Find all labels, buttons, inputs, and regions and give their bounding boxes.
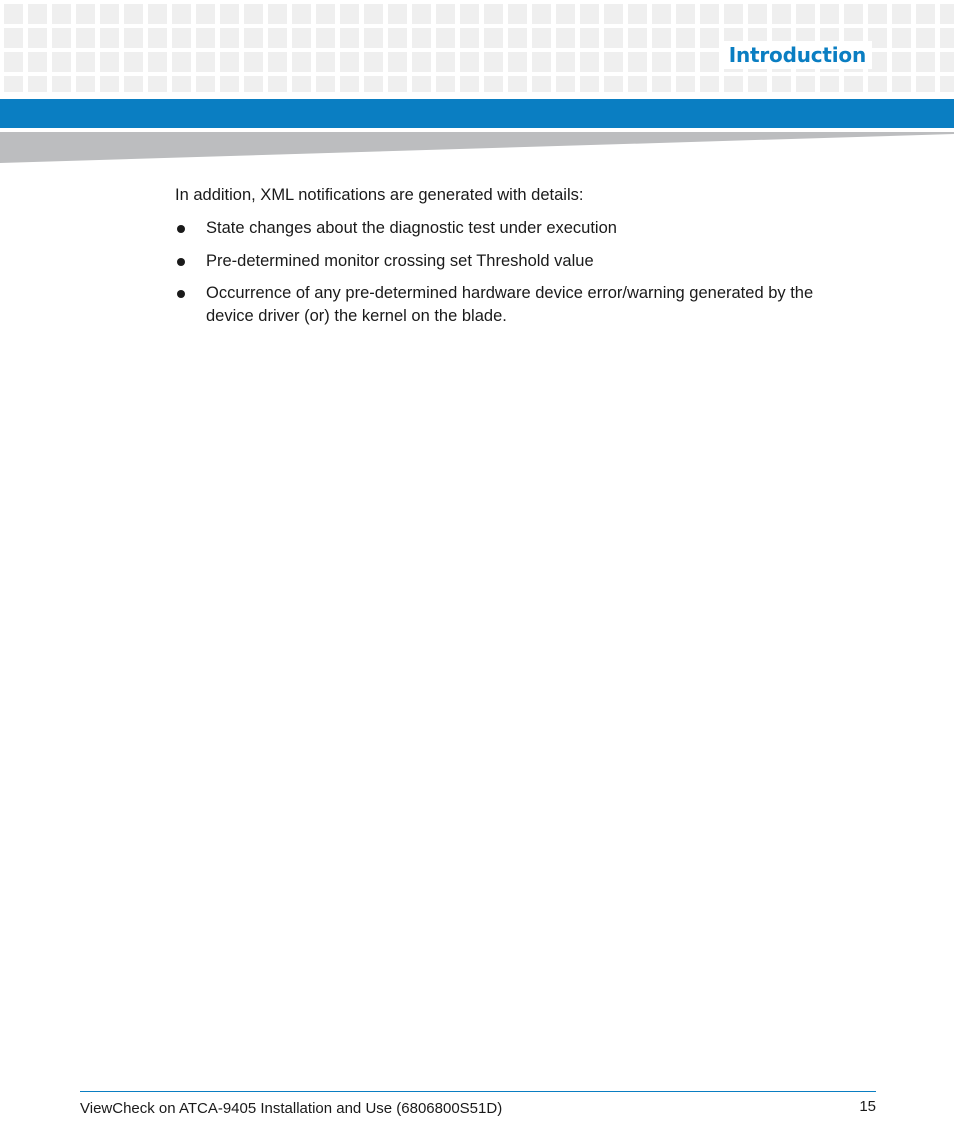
page-number: 15 <box>859 1098 876 1115</box>
footer-document-title: ViewCheck on ATCA-9405 Installation and Use (6806800S51D) <box>80 1100 503 1117</box>
bullet-icon <box>177 258 185 266</box>
list-item <box>175 250 855 273</box>
list-item-text: Occurrence of any pre-determined hardware device error/warning generated by the device driver (or) the kernel on the blade. <box>206 284 814 325</box>
bullet-icon <box>177 225 185 233</box>
header-wedge <box>0 132 954 163</box>
list-item-text: State changes about the diagnostic test under execution <box>206 219 617 237</box>
intro-paragraph: In addition, XML notifications are generated with details: <box>175 186 584 204</box>
header-pattern-edge <box>0 92 954 98</box>
page-content <box>175 183 855 338</box>
header-band <box>0 99 954 128</box>
list-item-text: Pre-determined monitor crossing set Threshold value <box>206 251 594 270</box>
list-item <box>175 217 855 240</box>
footer-rule <box>80 1091 876 1092</box>
list-item <box>175 282 855 328</box>
bullet-list <box>175 217 855 328</box>
bullet-icon <box>177 290 185 298</box>
section-title: Introduction <box>723 41 872 69</box>
